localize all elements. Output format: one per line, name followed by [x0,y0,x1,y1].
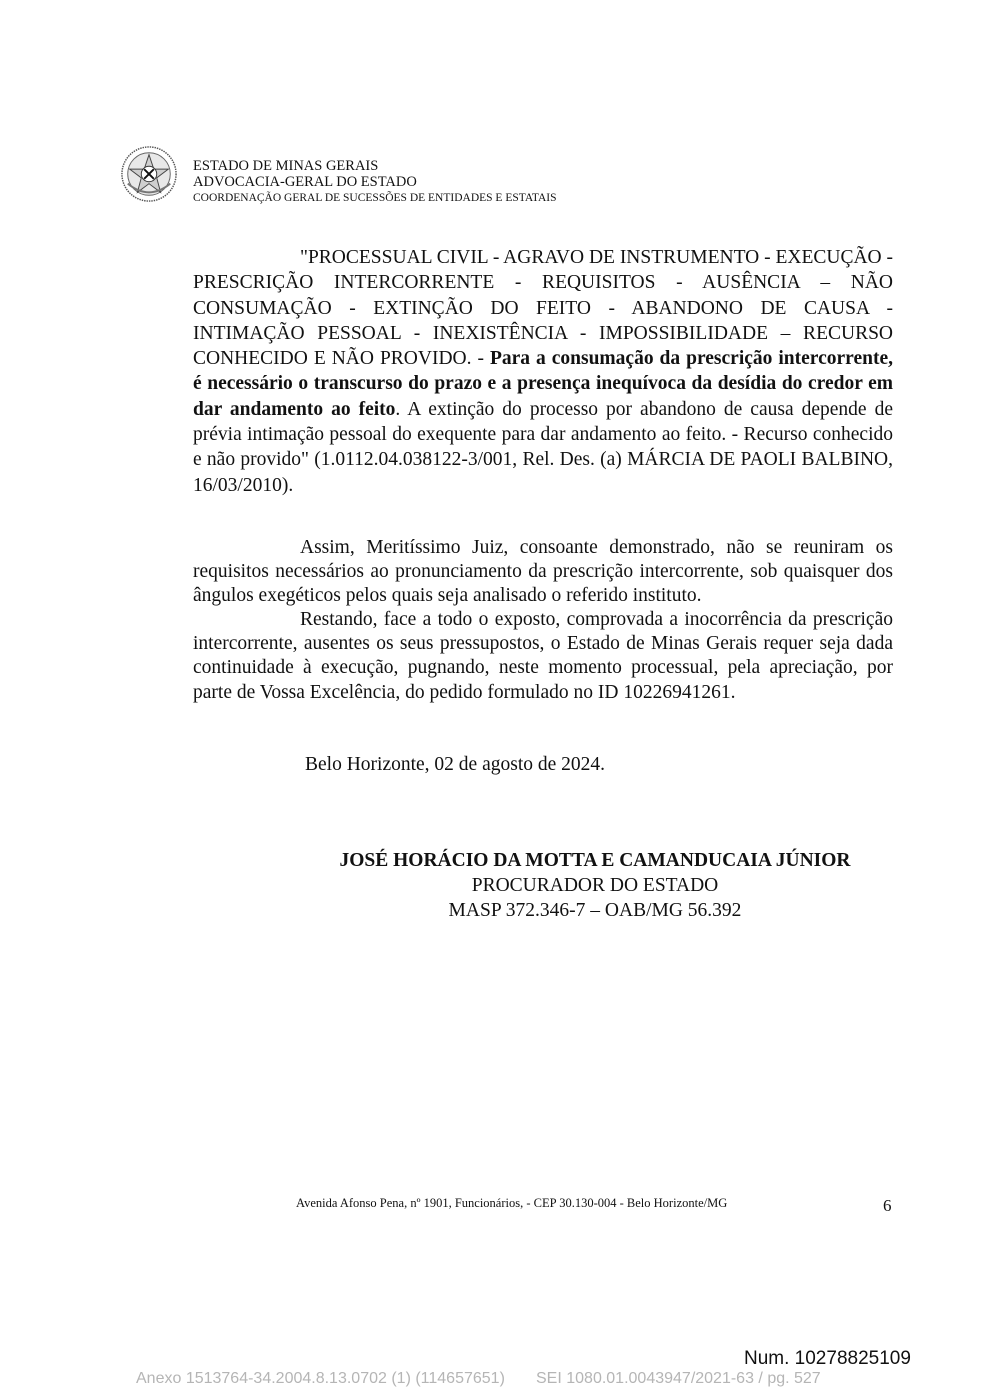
quote-bold-text: Para a consumação da prescrição intercorrente, é necessário o transcurso do prazo e a presença inequívoca da desídia do credor em dar andamento ao feito [193,348,893,420]
header-agency: ADVOCACIA-GERAL DO ESTADO [193,174,417,190]
case-law-quote [193,245,893,498]
quote-text-start: "PROCESSUAL CIVIL - AGRAVO DE INSTRUMENTO - EXECUÇÃO - PRESCRIÇÃO INTERCORRENTE - REQUISITOS - AUSÊNCIA – NÃO CONSUMAÇÃO - EXTINÇÃO DO FEITO - ABANDONO DE CAUSA - INTIMAÇÃO PESSOAL - INEXISTÊNCIA - IMPOSSIBILIDADE – RECURSO CONHECIDO E NÃO PROVIDO. - [193,247,893,370]
paragraph-assim [193,536,893,609]
quote-text-end: . A extinção do processo por abandono de causa depende de prévia intimação pessoal do exequente para dar andamento ao feito. - Recurso conhecido e não provido" (1.0112.04.038122-3/001, Rel. Des. (a) MÁRCIA DE PAOLI BALBINO, 16/03/2010). [193,398,893,496]
page-number: 6 [883,1196,892,1215]
paragraph-restando-text: Restando, face a todo o exposto, comprovada a inocorrência da prescrição intercorrente, ausentes os seus pressupostos, o Estado de Minas Gerais requer seja dada continuidade à execução, pugnando, neste momento processual, pela apreciação, por parte de Vossa Excelência, do pedido formulado no ID 10226941261. [193,609,893,703]
signer-registration: MASP 372.346-7 – OAB/MG 56.392 [448,900,742,921]
header-department: COORDENAÇÃO GERAL DE SUCESSÕES DE ENTIDADES E ESTATAIS [193,192,557,204]
paragraph-assim-text: Assim, Meritíssimo Juiz, consoante demonstrado, não se reuniram os requisitos necessários ao pronunciamento da prescrição intercorrente, sob quaisquer dos ângulos exegéticos pelos quais seja analisado o referido instituto. [193,537,893,607]
document-number: Num. 10278825109 [744,1348,911,1369]
footer-address: Avenida Afonso Pena, nº 1901, Funcionários, - CEP 30.130-004 - Belo Horizonte/MG [296,1196,728,1210]
letterhead [193,158,557,206]
signer-title: PROCURADOR DO ESTADO [471,875,719,896]
document-date: Belo Horizonte, 02 de agosto de 2024. [305,754,606,775]
coat-of-arms-icon [120,145,178,203]
header-state: ESTADO DE MINAS GERAIS [193,158,379,174]
signer-name: JOSÉ HORÁCIO DA MOTTA E CAMANDUCAIA JÚNIOR [339,850,851,871]
paragraph-restando [193,608,893,705]
annex-reference: Anexo 1513764-34.2004.8.13.0702 (1) (114657651) SEI 1080.01.0043947/2021-63 / pg. 527 [136,1370,821,1387]
signature-block [300,848,890,923]
